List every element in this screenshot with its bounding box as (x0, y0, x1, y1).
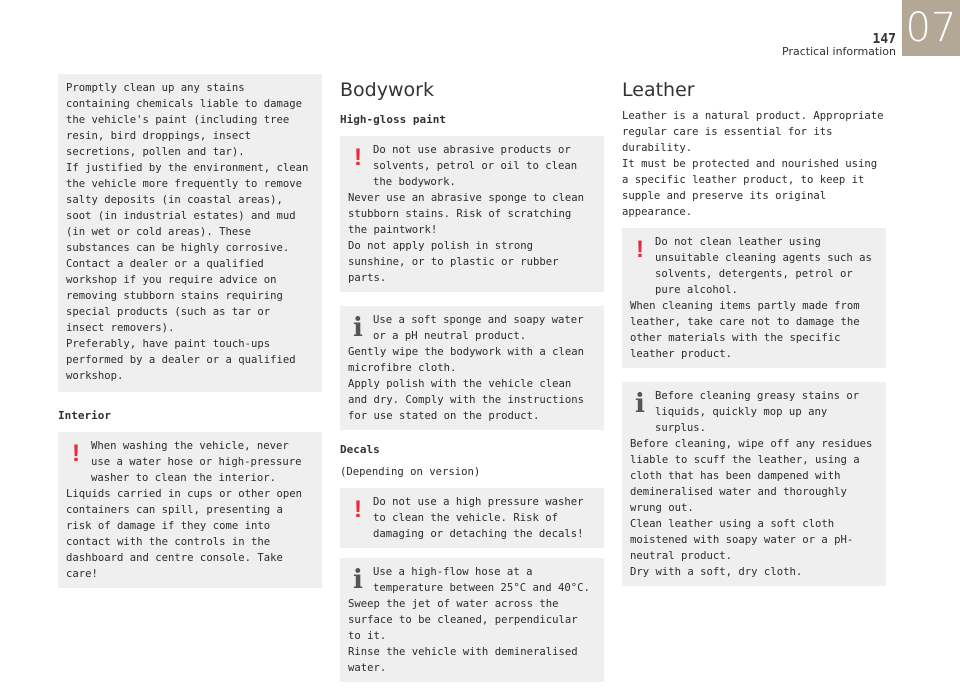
warning-text: Do not use a high pressure washer to clean the vehicle. Risk of damaging or detaching the decals! (373, 496, 584, 540)
column-left (58, 74, 322, 598)
leather-intro (622, 108, 886, 220)
paragraph: When cleaning items partly made from leather, take care not to damage the other materials with the specific leather product. (630, 300, 860, 360)
paragraph: Leather is a natural product. Appropriate regular care is essential for its durability. (622, 110, 884, 154)
paragraph: Rinse the vehicle with demineralised water. (348, 646, 578, 674)
high-gloss-warning-box (340, 136, 604, 292)
info-icon: i (353, 313, 363, 343)
decals-info-box (340, 558, 604, 682)
leather-warning-box (622, 228, 886, 368)
paragraph: Before cleaning, wipe off any residues liable to scuff the leather, using a cloth that has been dampened with demineralised water and thoroughly wrung out. (630, 438, 873, 514)
paragraph: Clean leather using a soft cloth moistened with soapy water or a pH-neutral product. (630, 518, 854, 562)
warning-icon: ! (72, 440, 80, 467)
paragraph (348, 312, 596, 344)
high-gloss-heading: High-gloss paint (340, 113, 446, 126)
paragraph: Gently wipe the bodywork with a clean microfibre cloth. (348, 346, 584, 374)
warning-icon: ! (354, 144, 362, 171)
paragraph: If justified by the environment, clean the vehicle more frequently to remove salty deposits (in coastal areas), soot (in industrial estates) and mud (in wet or cold areas). These substances can be highly corrosive. (66, 162, 309, 254)
paragraph: Never use an abrasive sponge to clean stubborn stains. Risk of scratching the paintwork! (348, 192, 584, 236)
warning-icon: ! (636, 236, 644, 263)
info-text: Use a soft sponge and soapy water or a pH neutral product. (373, 314, 584, 342)
paragraph (348, 494, 596, 542)
warning-icon: ! (354, 496, 362, 523)
paragraph (66, 438, 314, 486)
leather-title: Leather (622, 79, 695, 101)
paint-stains-note (58, 74, 322, 392)
section-title: Practical information (782, 45, 896, 58)
column-right (622, 74, 886, 596)
bodywork-title: Bodywork (340, 79, 434, 101)
paragraph: Contact a dealer or a qualified workshop if you require advice on removing stubborn stains requiring special products (such as tar or insect removers). (66, 258, 283, 334)
decals-version-note: (Depending on version) (340, 466, 481, 478)
page-number: 147 (872, 32, 896, 47)
info-icon: i (353, 565, 363, 595)
info-text: Use a high-flow hose at a temperature between 25°C and 40°C. (373, 566, 590, 594)
interior-heading: Interior (58, 409, 111, 422)
paragraph: Dry with a soft, dry cloth. (630, 566, 803, 578)
paragraph: Liquids carried in cups or other open containers can spill, presenting a risk of damage if they come into contact with the controls in the dashboard and centre console. Take care! (66, 488, 302, 580)
paragraph (630, 388, 878, 436)
high-gloss-info-box (340, 306, 604, 430)
leather-info-box (622, 382, 886, 586)
column-middle (340, 74, 604, 692)
decals-heading: Decals (340, 443, 380, 456)
decals-warning-box (340, 488, 604, 548)
interior-warning-box (58, 432, 322, 588)
info-text: Before cleaning greasy stains or liquids, quickly mop up any surplus. (655, 390, 860, 434)
paragraph (348, 142, 596, 190)
chapter-number: 07 (902, 0, 960, 56)
paragraph: Apply polish with the vehicle clean and dry. Comply with the instructions for use stated on the product. (348, 378, 584, 422)
paragraph: Promptly clean up any stains containing chemicals liable to damage the vehicle's paint (including tree resin, bird droppings, insect secretions, pollen and tar). (66, 82, 302, 158)
paragraph: Do not apply polish in strong sunshine, or to plastic or rubber parts. (348, 240, 559, 284)
paragraph: Preferably, have paint touch-ups performed by a dealer or a qualified workshop. (66, 338, 296, 382)
info-icon: i (635, 389, 645, 419)
paragraph: Sweep the jet of water across the surface to be cleaned, perpendicular to it. (348, 598, 578, 642)
paragraph (348, 564, 596, 596)
warning-text: Do not use abrasive products or solvents, petrol or oil to clean the bodywork. (373, 144, 578, 188)
page-header (560, 0, 960, 56)
paragraph: It must be protected and nourished using a specific leather product, to keep it supple and preserve its original appearance. (622, 158, 878, 218)
warning-text: Do not clean leather using unsuitable cleaning agents such as solvents, detergents, petrol or pure alcohol. (655, 236, 872, 296)
paragraph (630, 234, 878, 298)
warning-text: When washing the vehicle, never use a water hose or high-pressure washer to clean the interior. (91, 440, 302, 484)
